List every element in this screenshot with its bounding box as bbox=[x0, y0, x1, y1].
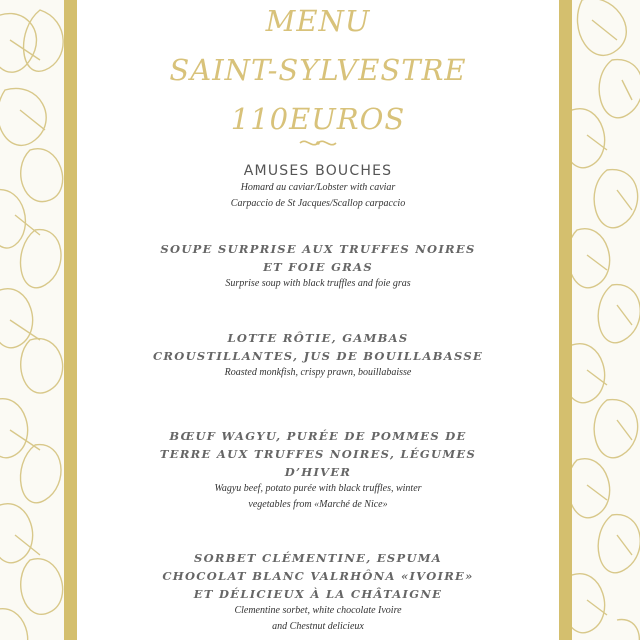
dish-english: Wagyu beef, potato purée with black truffles, winter bbox=[214, 483, 422, 494]
dish-english: vegetables from «Marché de Nice» bbox=[248, 499, 388, 510]
section-heading: AMUSES BOUCHES bbox=[243, 163, 393, 179]
dish-french: BŒUF WAGYU, PURÉE DE POMMES DE bbox=[169, 429, 467, 443]
menu-section-monkfish bbox=[77, 329, 559, 381]
left-gold-bar bbox=[64, 0, 77, 640]
menu-section-dessert bbox=[77, 549, 559, 635]
menu-section-soup bbox=[77, 240, 559, 292]
dish-french: LOTTE RÔTIE, GAMBAS bbox=[227, 331, 409, 345]
menu-price: 110EUROS bbox=[230, 102, 406, 136]
dish-french: SORBET CLÉMENTINE, ESPUMA bbox=[193, 551, 443, 565]
dish-english: Clementine sorbet, white chocolate Ivoire bbox=[234, 605, 402, 616]
flourish-divider-icon bbox=[298, 136, 338, 150]
menu-subtitle: SAINT-SYLVESTRE bbox=[169, 53, 467, 87]
menu-section-wagyu bbox=[77, 427, 559, 513]
menu-section-amuses bbox=[77, 162, 559, 212]
left-floral-border bbox=[0, 0, 64, 640]
menu-title: MENU bbox=[265, 4, 371, 38]
dish-english: Surprise soup with black truffles and foie gras bbox=[225, 278, 411, 289]
dish-english: Roasted monkfish, crispy prawn, bouillabaisse bbox=[224, 367, 412, 378]
dish-english: Homard au caviar/Lobster with caviar bbox=[240, 182, 396, 193]
right-gold-bar bbox=[559, 0, 572, 640]
dish-french: ET FOIE GRAS bbox=[263, 260, 373, 274]
dish-french: ET DÉLICIEUX À LA CHÂTAIGNE bbox=[193, 587, 443, 601]
dish-french: TERRE AUX TRUFFES NOIRES, LÉGUMES bbox=[159, 447, 477, 461]
dish-french: D’HIVER bbox=[284, 465, 352, 479]
dish-french: CROUSTILLANTES, JUS DE BOUILLABASSE bbox=[152, 349, 484, 363]
menu-content bbox=[77, 0, 559, 640]
right-floral-border bbox=[572, 0, 640, 640]
dish-french: CHOCOLAT BLANC VALRHÔNA «IVOIRE» bbox=[162, 569, 474, 583]
dish-french: SOUPE SURPRISE AUX TRUFFES NOIRES bbox=[160, 242, 476, 256]
dish-english: and Chestnut delicieux bbox=[272, 621, 364, 632]
dish-english: Carpaccio de St Jacques/Scallop carpaccio bbox=[230, 198, 406, 209]
